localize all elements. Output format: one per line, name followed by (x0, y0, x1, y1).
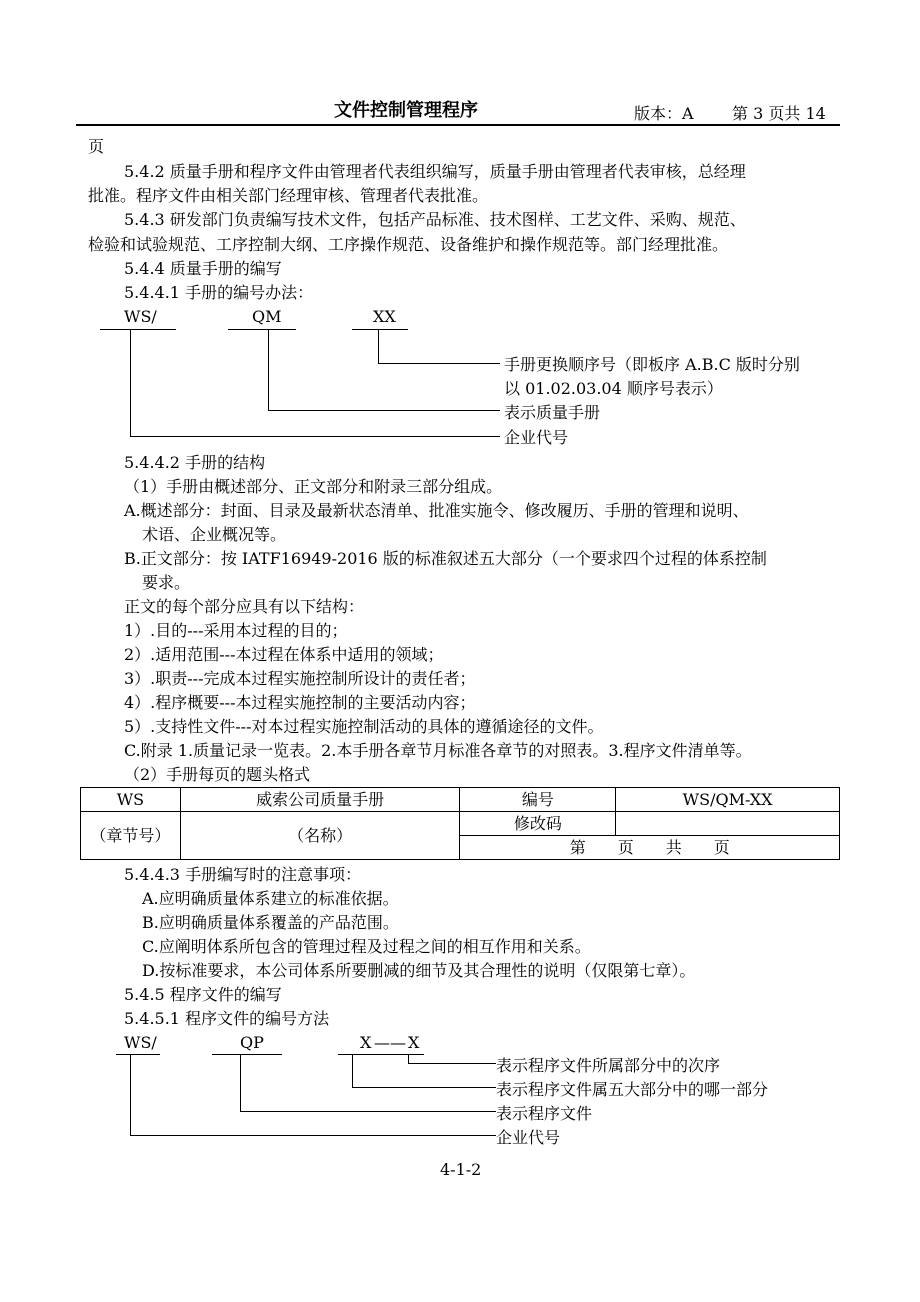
label-procedure-file: 表示程序文件 (496, 1104, 593, 1123)
label-quality-manual: 表示质量手册 (504, 403, 601, 422)
code-part: X (360, 1033, 372, 1052)
cell-manual-name: 威索公司质量手册 (180, 788, 460, 812)
structure-item-1: （1）手册由概述部分、正文部分和附录三部分组成。 (124, 477, 503, 496)
connector-ws-horizontal (130, 436, 500, 437)
structure-b-line1: B.正文部分：按 IATF16949-2016 版的标准叙述五大部分（一个要求四个过程的体系控制 (124, 549, 767, 568)
note-a: A.应明确质量体系建立的标准依据。 (142, 889, 399, 908)
structure-intro: 正文的每个部分应具有以下结构： (124, 597, 365, 616)
code-dash: —— (374, 1033, 406, 1052)
heading-5-4-5: 5.4.5 程序文件的编写 (124, 985, 282, 1004)
heading-5-4-4: 5.4.4 质量手册的编写 (124, 259, 282, 278)
cell-number-value: WS/QM-XX (616, 788, 840, 812)
cell-ws: WS (81, 788, 181, 812)
note-c: C.应阐明体系所包含的管理过程及过程之间的相互作用和关系。 (142, 937, 591, 956)
label-sequence-number-cont: 以 01.02.03.04 顺序号表示） (504, 379, 723, 398)
version-label: 版本：A (634, 104, 694, 123)
page-info-wrap: 页 (88, 137, 105, 156)
connector-part-vertical (352, 1054, 353, 1088)
code-qp: QP (240, 1033, 264, 1052)
cell-page-count: 第 页 共 页 (460, 836, 840, 860)
cell-number-label: 编号 (460, 788, 616, 812)
code-ws: WS/ (124, 1033, 157, 1052)
connector-order-horizontal (408, 1063, 496, 1064)
para-5-4-2-line1: 5.4.2 质量手册和程序文件由管理者代表组织编写，质量手册由管理者代表审核，总经理 (124, 162, 746, 181)
manual-header-table (80, 787, 840, 860)
heading-5-4-5-1: 5.4.5.1 程序文件的编号方法 (124, 1009, 330, 1028)
cell-chapter-name: （名称） (180, 812, 460, 860)
structure-step-3: 3）.职责---完成本过程实施控制所设计的责任者； (124, 669, 476, 688)
underline-xx (352, 329, 408, 330)
underline-x (338, 1054, 424, 1055)
label-sequence-number: 手册更换顺序号（即板序 A.B.C 版时分别 (504, 355, 800, 374)
structure-step-2: 2）.适用范围---本过程在体系中适用的领域； (124, 645, 444, 664)
connector-ws-horizontal (130, 1135, 496, 1136)
label-enterprise-code: 企业代号 (504, 428, 569, 447)
connector-qp-vertical (240, 1054, 241, 1112)
note-d: D.按标准要求，本公司体系所要删减的细节及其合理性的说明（仅限第七章）。 (142, 961, 696, 980)
page-info: 第 3 页共 14 (732, 104, 826, 123)
label-enterprise-code: 企业代号 (496, 1128, 561, 1147)
header-rule (76, 124, 840, 126)
note-b: B.应明确质量体系覆盖的产品范围。 (142, 913, 399, 932)
structure-item-2: （2）手册每页的题头格式 (124, 765, 311, 784)
document-title: 文件控制管理程序 (334, 100, 478, 121)
cell-revision-label: 修改码 (460, 812, 616, 836)
code-qm: QM (252, 307, 282, 326)
connector-qm-horizontal (268, 410, 500, 411)
connector-qm-vertical (268, 329, 269, 411)
heading-5-4-4-3: 5.4.4.3 手册编写时的注意事项： (124, 865, 362, 884)
para-5-4-3-line2: 检验和试验规范、工序控制大纲、工序操作规范、设备维护和操作规范等。部门经理批准。 (88, 235, 729, 254)
connector-xx-horizontal (378, 363, 500, 364)
code-ws: WS/ (124, 307, 157, 326)
structure-step-5: 5）.支持性文件---对本过程实施控制活动的具体的遵循途径的文件。 (124, 717, 604, 736)
structure-b-line2: 要求。 (142, 573, 191, 592)
code-xx: XX (373, 307, 396, 326)
connector-part-horizontal (352, 1087, 496, 1088)
footer-page-code: 4-1-2 (440, 1160, 482, 1179)
para-5-4-2-line2: 批准。程序文件由相关部门经理审核、管理者代表批准。 (88, 186, 489, 205)
code-order: X (408, 1033, 420, 1052)
cell-revision-value (616, 812, 840, 836)
heading-5-4-4-1: 5.4.4.1 手册的编号办法： (124, 283, 314, 302)
heading-5-4-4-2: 5.4.4.2 手册的结构 (124, 453, 266, 472)
table-row (81, 812, 840, 836)
structure-step-4: 4）.程序概要---本过程实施控制的主要活动内容； (124, 693, 476, 712)
structure-step-1: 1）.目的---采用本过程的目的； (124, 621, 348, 640)
structure-a-line2: 术语、企业概况等。 (142, 525, 287, 544)
underline-qp (212, 1054, 282, 1055)
para-5-4-3-line1: 5.4.3 研发部门负责编写技术文件，包括产品标准、技术图样、工艺文件、采购、规范、 (124, 210, 746, 229)
structure-a-line1: A.概述部分：封面、目录及最新状态清单、批准实施令、修改履历、手册的管理和说明、 (124, 501, 749, 520)
label-order-in-part: 表示程序文件所属部分中的次序 (496, 1056, 721, 1075)
connector-qp-horizontal (240, 1111, 496, 1112)
underline-qm (228, 329, 296, 330)
underline-ws (100, 329, 176, 330)
cell-chapter-number: （章节号） (81, 812, 181, 860)
connector-ws-vertical (130, 1054, 131, 1136)
connector-ws-vertical (130, 329, 131, 437)
connector-xx-vertical (378, 329, 379, 364)
structure-c: C.附录 1.质量记录一览表。2.本手册各章节月标准各章节的对照表。3.程序文件清单等。 (124, 741, 752, 760)
table-row (81, 788, 840, 812)
underline-ws (116, 1054, 160, 1055)
label-which-part: 表示程序文件属五大部分中的哪一部分 (496, 1080, 769, 1099)
